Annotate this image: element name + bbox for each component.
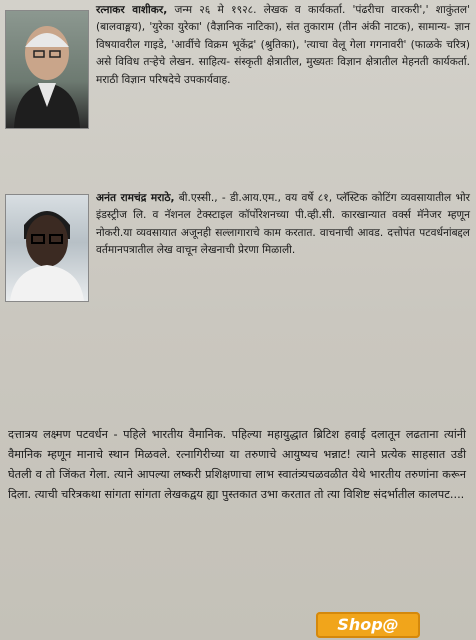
author-name-1: रत्नाकर वाशीकर,: [96, 4, 168, 16]
portrait-icon: [6, 11, 88, 128]
author-bio-2: [96, 190, 470, 260]
shop-watermark: Shop@: [316, 612, 420, 638]
author-name-2: अनंत रामचंद्र मराठे,: [96, 192, 175, 204]
book-blurb: दत्तात्रय लक्ष्मण पटवर्धन - पहिले भारतीय वैमानिक. पहिल्या महायुद्धात ब्रिटिश हवाई दलातून लढताना त्यांनी वैमानिक म्हणून मानाचे स्थान मिळवले. रत्नागिरीच्या या तरुणाचे आयुष्यच भन्नाट! त्याने प्रत्येक साहसात उडी घेतली व तो जिंकत गेला. त्याने आपल्या लष्करी प्रशिक्षणाचा लाभ स्वातंत्र्यचळवळीत येथे भारतीय तरुणांना करून दिला. त्याची चरित्रकथा सांगता सांगता लेखकद्वय ह्या पुस्तकात उभा करतात तो त्या विशिष्ट संदर्भातील कालपट....: [8, 428, 466, 501]
author-bio-text-1: जन्म २६ मे १९२८. लेखक व कार्यकर्ता. 'पंढरीचा वारकरी',' शाकुंतल' (बालवाङ्मय), 'युरेका युरेका' (वैज्ञानिक नाटिका), संत तुकाराम (तीन अंकी नाटक), सामान्य- ज्ञान विषयावरील गाइडे, 'आर्वीचे विक्रम भूकेंद्र' (श्रुतिका), 'त्याचा वेलू गेला गगनावरी' (फाळके चरित्र) असे विविध तऱ्हेचे लेखन. साहित्य- संस्कृती क्षेत्रातील, मुख्यतः विज्ञान क्षेत्रातील मेहनती कार्यकर्ता. मराठी विज्ञान परिषदेचे उपकार्यवाह.: [96, 4, 470, 86]
author-section-1: [0, 0, 476, 180]
portrait-icon: [6, 195, 88, 301]
author-bio-text-2: बी.एस्सी., - डी.आय.एम., वय वर्षे ८१, प्लॅस्टिक कोटिंग व्यवसायातील भोर इंडस्ट्रीज लि. व नॅशनल टेक्स्टाइल कॉर्पोरेशनच्या पी.व्ही.सी. कारखान्यात वर्क्स मॅनेजर म्हणून नोकरी.या व्यवसायात अजूनही सल्लागाराचे काम करतात. वाचनाची आवड. दत्तोपंत पटवर्धनांबद्दल वर्तमानपत्रातील लेख वाचून लेखनाची प्रेरणा मिळाली.: [96, 192, 471, 257]
author-photo-2: [5, 194, 89, 302]
author-bio-1: [96, 2, 470, 89]
author-photo-1: [5, 10, 89, 129]
author-section-2: [0, 188, 476, 323]
